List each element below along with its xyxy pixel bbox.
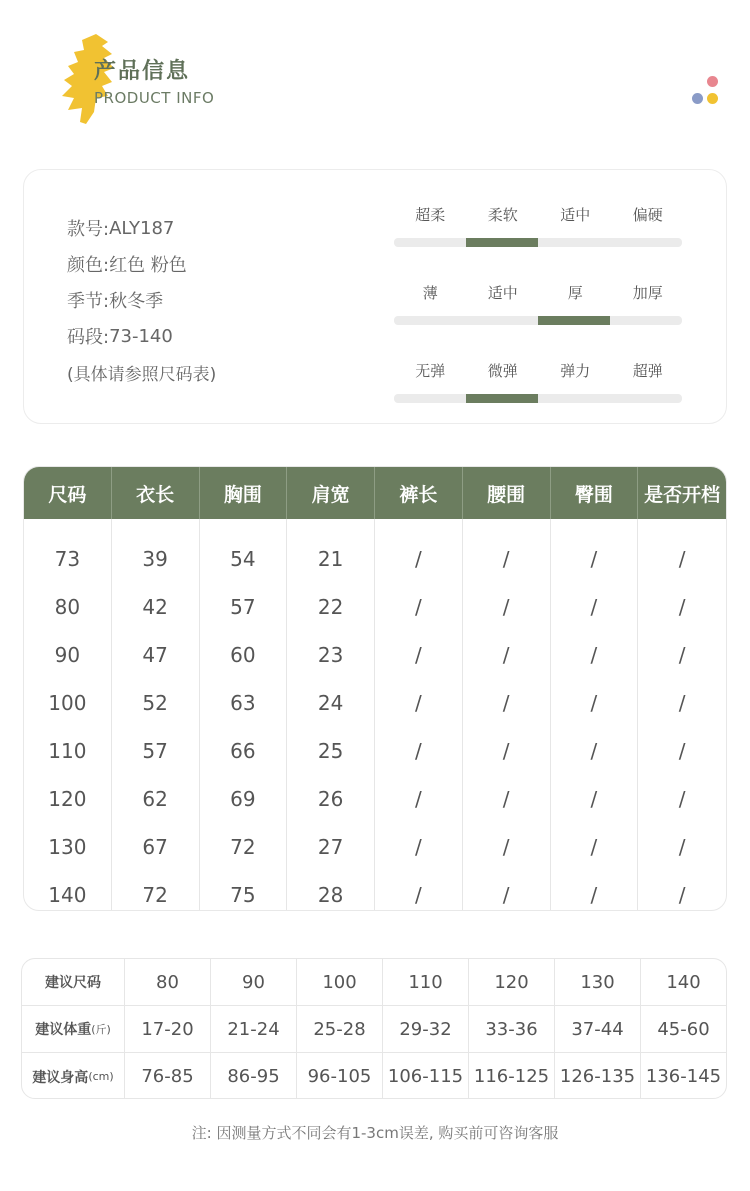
table-cell: / xyxy=(590,835,598,859)
table-cell: / xyxy=(415,691,422,715)
table-cell: / xyxy=(415,643,422,667)
table-cell: / xyxy=(502,835,510,859)
table-cell: 96-105 xyxy=(297,1053,383,1099)
table-cell: / xyxy=(415,835,422,859)
table-cell: 54 xyxy=(230,547,256,571)
table-cell: 67 xyxy=(142,835,168,859)
table-cell: 116-125 xyxy=(469,1053,555,1099)
column-header: 臀围 xyxy=(551,467,639,519)
table-cell: / xyxy=(415,883,422,907)
table-cell: 42 xyxy=(142,595,168,619)
table-cell: 45-60 xyxy=(657,1018,710,1040)
table-cell: 28 xyxy=(317,883,344,907)
column-header: 尺码 xyxy=(24,467,112,519)
season-value: 秋冬季 xyxy=(109,291,164,312)
table-cell: 47 xyxy=(142,643,168,667)
scale-indicator xyxy=(538,316,610,325)
size-recommendation-table xyxy=(21,958,727,1099)
unit-label: (cm) xyxy=(88,1070,114,1083)
table-cell: 39 xyxy=(142,547,168,571)
color-value: 红色 粉色 xyxy=(109,255,187,276)
table-cell: / xyxy=(590,643,598,667)
column-header: 裤长 xyxy=(375,467,463,519)
softness-scale xyxy=(394,204,684,282)
table-cell: 25-28 xyxy=(297,1006,383,1052)
table-cell: / xyxy=(678,547,686,571)
table-cell: 60 xyxy=(230,643,256,667)
product-attributes xyxy=(67,210,216,390)
table-cell: 126-135 xyxy=(555,1053,641,1099)
table-cell: 37-44 xyxy=(555,1006,641,1052)
scale-label: 厚 xyxy=(567,284,583,302)
table-column xyxy=(24,519,112,911)
table-cell: 75 xyxy=(230,883,256,907)
scale-label: 适中 xyxy=(560,206,591,224)
table-column xyxy=(200,519,288,911)
column-header: 肩宽 xyxy=(287,467,375,519)
table-cell: 86-95 xyxy=(211,1053,297,1099)
table-cell: 80 xyxy=(54,595,81,619)
table-cell: 120 xyxy=(48,787,87,811)
table-cell: 90 xyxy=(54,643,81,667)
scale-track xyxy=(394,316,682,325)
scale-indicator xyxy=(466,238,538,247)
scale-label: 弹力 xyxy=(560,362,591,380)
model-value: ALY187 xyxy=(109,217,175,239)
recommended-size-row xyxy=(22,959,726,1006)
table-column xyxy=(287,519,375,911)
color-label: 颜色: xyxy=(67,255,110,276)
table-column xyxy=(375,519,463,911)
table-cell: 140 xyxy=(48,883,87,907)
table-cell: / xyxy=(415,739,422,763)
table-cell: / xyxy=(502,643,510,667)
table-cell: 110 xyxy=(48,739,87,763)
table-cell: / xyxy=(415,547,422,571)
color-row xyxy=(67,246,216,282)
table-cell: 21 xyxy=(317,547,344,571)
table-cell: 62 xyxy=(142,787,168,811)
unit-label: (斤) xyxy=(91,1023,111,1036)
size-range-value: 73-140 xyxy=(109,325,173,347)
table-cell: / xyxy=(590,547,598,571)
table-column xyxy=(638,519,726,911)
table-cell: 24 xyxy=(317,691,344,715)
table-column xyxy=(463,519,551,911)
table-cell: 73 xyxy=(54,547,81,571)
table-cell: / xyxy=(502,883,510,907)
scale-label: 超弹 xyxy=(632,362,663,380)
table-cell: / xyxy=(678,595,686,619)
column-header: 是否开档 xyxy=(644,483,721,506)
row-header: 建议身高 (cm) xyxy=(22,1053,125,1099)
row-header: 建议尺码 xyxy=(22,959,125,1005)
table-cell: 72 xyxy=(230,835,256,859)
table-cell: / xyxy=(678,739,686,763)
table-cell: / xyxy=(678,787,686,811)
table-cell: 100 xyxy=(48,691,87,715)
table-cell: / xyxy=(502,739,510,763)
table-cell: / xyxy=(502,547,510,571)
table-cell: / xyxy=(678,691,686,715)
table-column xyxy=(551,519,639,911)
season-label: 季节: xyxy=(67,291,110,312)
table-cell: 25 xyxy=(317,739,344,763)
table-cell: / xyxy=(678,835,686,859)
column-header: 胸围 xyxy=(200,467,288,519)
table-cell: / xyxy=(590,787,598,811)
table-cell: / xyxy=(502,787,510,811)
scale-label: 柔软 xyxy=(487,206,518,224)
size-chart-body xyxy=(24,519,726,911)
season-row xyxy=(67,282,216,318)
scale-indicator xyxy=(466,394,538,403)
recommended-weight-row xyxy=(22,1006,726,1053)
scale-label: 加厚 xyxy=(632,284,663,302)
table-cell: 57 xyxy=(142,739,168,763)
size-chart-note: (具体请参照尺码表) xyxy=(67,364,217,385)
table-cell: 100 xyxy=(297,959,383,1005)
yellow-dot-icon xyxy=(707,93,718,104)
table-cell: 29-32 xyxy=(383,1006,469,1052)
product-info-header xyxy=(0,0,750,150)
table-cell: / xyxy=(502,595,510,619)
size-chart-table xyxy=(23,466,727,911)
table-cell: / xyxy=(678,883,686,907)
table-cell: 66 xyxy=(230,739,256,763)
table-cell: 136-145 xyxy=(645,1066,722,1087)
column-header: 腰围 xyxy=(463,467,551,519)
size-range-label: 码段: xyxy=(67,327,110,348)
table-cell: 130 xyxy=(555,959,641,1005)
table-cell: 120 xyxy=(469,959,555,1005)
table-cell: 69 xyxy=(230,787,256,811)
table-cell: 33-36 xyxy=(469,1006,555,1052)
fabric-scales xyxy=(394,204,684,438)
table-cell: / xyxy=(415,595,422,619)
thickness-scale xyxy=(394,282,684,360)
decorative-dots xyxy=(690,74,722,108)
row-header: 建议体重 (斤) xyxy=(22,1006,125,1052)
scale-label: 偏硬 xyxy=(632,206,663,224)
table-cell: / xyxy=(590,691,598,715)
section-title: 产品信息 xyxy=(94,59,191,84)
table-cell: 80 xyxy=(125,959,211,1005)
scale-label: 适中 xyxy=(487,284,518,302)
recommended-height-row xyxy=(22,1053,726,1099)
column-header: 衣长 xyxy=(112,467,200,519)
table-cell: 26 xyxy=(317,787,344,811)
size-chart-header xyxy=(24,467,726,519)
table-cell: 76-85 xyxy=(125,1053,211,1099)
table-cell: 22 xyxy=(317,595,344,619)
product-info-card xyxy=(23,169,727,424)
table-cell: 17-20 xyxy=(125,1006,211,1052)
table-cell: / xyxy=(678,643,686,667)
scale-label: 薄 xyxy=(422,284,438,302)
table-cell: / xyxy=(415,787,422,811)
table-cell: 140 xyxy=(666,971,701,993)
table-column xyxy=(112,519,200,911)
table-cell: / xyxy=(590,595,598,619)
table-cell: / xyxy=(502,691,510,715)
scale-label: 超柔 xyxy=(415,206,446,224)
scale-track xyxy=(394,394,682,403)
size-range-row xyxy=(67,318,216,354)
scale-track xyxy=(394,238,682,247)
table-cell: 63 xyxy=(230,691,256,715)
table-cell: / xyxy=(590,739,598,763)
table-cell: / xyxy=(590,883,598,907)
table-cell: 110 xyxy=(383,959,469,1005)
table-cell: 52 xyxy=(142,691,168,715)
section-subtitle: PRODUCT INFO xyxy=(94,89,215,107)
table-cell: 23 xyxy=(317,643,344,667)
table-cell: 106-115 xyxy=(383,1053,469,1099)
table-cell: 57 xyxy=(230,595,256,619)
model-label: 款号: xyxy=(67,219,110,240)
table-cell: 130 xyxy=(48,835,87,859)
model-row xyxy=(67,210,216,246)
measurement-note: 注: 因测量方式不同会有1-3cm误差, 购买前可咨询客服 xyxy=(191,1124,559,1142)
elasticity-scale xyxy=(394,360,684,438)
table-cell: 21-24 xyxy=(211,1006,297,1052)
scale-label: 无弹 xyxy=(415,362,446,380)
table-cell: 27 xyxy=(317,835,344,859)
table-cell: 72 xyxy=(142,883,168,907)
scale-label: 微弹 xyxy=(487,362,518,380)
pink-dot-icon xyxy=(707,76,718,87)
table-cell: 90 xyxy=(211,959,297,1005)
blue-dot-icon xyxy=(692,93,703,104)
